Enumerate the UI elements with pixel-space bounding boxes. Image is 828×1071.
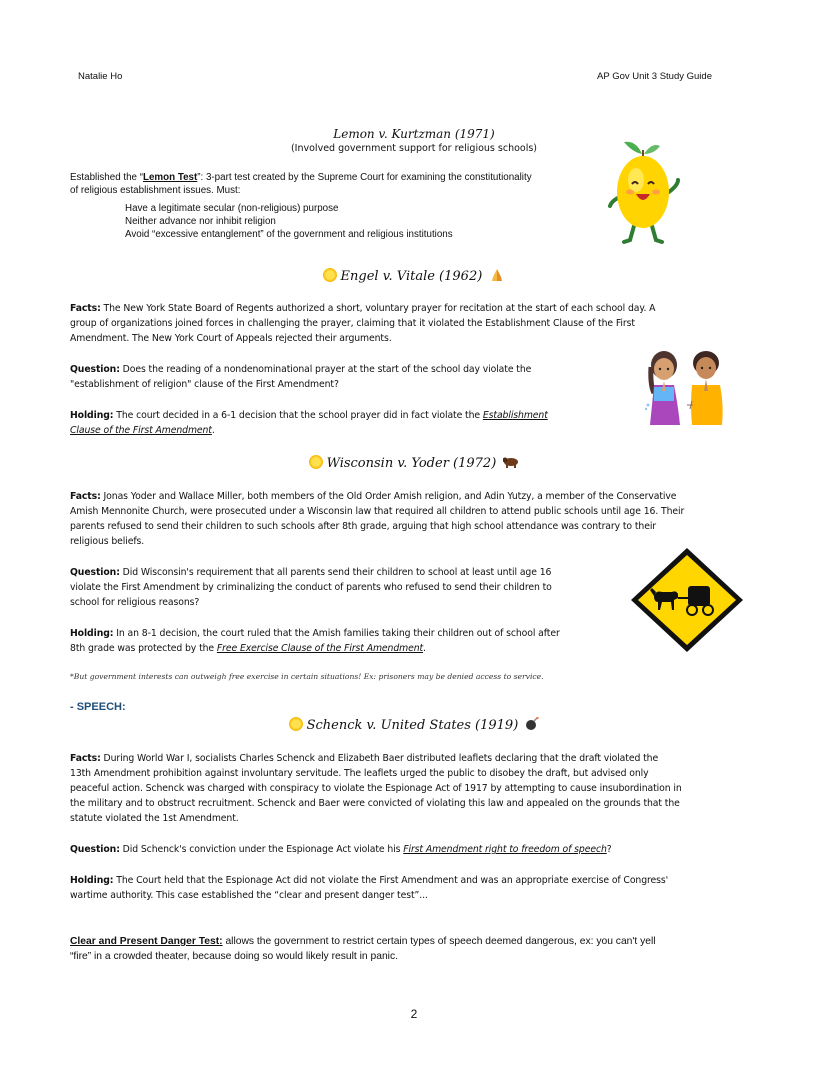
lemon-criterion-3: Avoid “excessive entanglement” of the government and religious institutions: [125, 229, 453, 240]
lemon-criterion-2: Neither advance nor inhibit religion: [125, 216, 276, 227]
schenck-question-label: Question:: [70, 844, 120, 855]
schenck-facts-line2: 13th Amendment prohibition against involuntary servitude. The leaflets urged the public to disobey the draft, but advised only: [70, 768, 649, 779]
lemon-mascot-icon: [602, 136, 686, 250]
yoder-holding-label: Holding:: [70, 628, 114, 639]
amish-buggy-sign-icon: [628, 546, 746, 654]
yoder-facts-line2: Amish Mennonite Church, were prosecuted under a Wisconsin law that required all children to attend public schools until age 16. Their: [70, 506, 685, 517]
free-speech-link[interactable]: First Amendment right to freedom of speech: [403, 844, 607, 855]
yoder-holding-text-2: 8th grade was protected by the: [70, 643, 217, 654]
schenck-facts-text: During World War I, socialists Charles Schenck and Elizabeth Baer distributed leaflets declaring that the draft violated the: [100, 753, 659, 764]
lemon-criterion-1: Have a legitimate secular (non-religious) purpose: [125, 203, 339, 214]
clear-test-line2: “fire” in a crowded theater, because doing so would likely result in panic.: [70, 951, 398, 962]
schenck-facts-line3: peaceful action. Schenck was charged with conspiracy to violate the Espionage Act of 1917 by attempting to cause insubordination in: [70, 783, 682, 794]
lemon-subtitle: (Involved government support for religious schools): [290, 143, 538, 154]
schenck-question-mark: ?: [606, 844, 612, 855]
sun-icon: [323, 268, 337, 282]
schenck-case-title: [0, 717, 828, 733]
engel-case-title: [0, 268, 828, 284]
schenck-holding-text: The Court held that the Espionage Act did not violate the First Amendment and was an appropriate exercise of Congress': [113, 875, 669, 886]
lemon-test-link[interactable]: Lemon Test: [142, 172, 198, 183]
yoder-question-line2: violate the First Amendment by criminalizing the conduct of parents who refused to send their children to: [70, 582, 552, 593]
schenck-holding-line1: [70, 873, 668, 888]
establishment-clause-link-cont[interactable]: Clause of the First Amendment: [70, 425, 212, 436]
page-number: 2: [410, 1007, 418, 1021]
praying-hands-icon: [489, 268, 505, 282]
schenck-facts-line5: statute violated the 1st Amendment.: [70, 813, 239, 824]
speech-section-heading: - SPEECH:: [70, 701, 126, 713]
engel-holding-line1: [70, 408, 548, 423]
praying-children-icon: [640, 345, 732, 427]
yoder-facts-line1: [70, 489, 676, 504]
lemon-intro-post: ”: 3-part test created by the Supreme Court for examining the constitutionality: [197, 172, 532, 183]
engel-facts-line3: Amendment. The New York Court of Appeals rejected their arguments.: [70, 333, 392, 344]
schenck-holding-label: Holding:: [70, 875, 114, 886]
free-exercise-clause-link[interactable]: Free Exercise Clause of the First Amendment: [216, 643, 424, 654]
bomb-icon: [525, 717, 539, 731]
clear-test-line1: [70, 934, 656, 949]
yoder-facts-label: Facts:: [70, 491, 101, 502]
yoder-holding-line2: [70, 641, 426, 656]
yoder-question-line1: [70, 565, 551, 580]
schenck-question: [70, 842, 612, 857]
engel-facts-line2: group of organizations joined forces in challenging the prayer, claiming that it violated the Establishment Clause of the First: [70, 318, 635, 329]
establishment-clause-link[interactable]: Establishment: [482, 410, 548, 421]
yoder-question-label: Question:: [70, 567, 120, 578]
yoder-facts-text: Jonas Yoder and Wallace Miller, both members of the Old Order Amish religion, and Adin Yutzy, a member of the Conservative: [100, 491, 677, 502]
clear-test-text: allows the government to restrict certain types of speech deemed dangerous, ex: you can't yell: [222, 936, 656, 947]
yoder-title-text: Wisconsin v. Yoder (1972): [326, 456, 497, 471]
engel-question-line1: [70, 362, 531, 377]
yoder-question-line3: school for religious reasons?: [70, 597, 200, 608]
schenck-facts-label: Facts:: [70, 753, 101, 764]
lemon-case-title: Lemon v. Kurtzman (1971): [333, 127, 495, 141]
engel-holding-line2: [70, 423, 215, 438]
lemon-intro-line2: of religious establishment issues. Must:: [70, 185, 241, 196]
engel-facts-line1: [70, 301, 655, 316]
lemon-intro-pre: Established the “: [70, 172, 143, 183]
clear-test-label: Clear and Present Danger Test:: [70, 936, 223, 947]
yoder-holding-line1: [70, 626, 560, 641]
engel-question-label: Question:: [70, 364, 120, 375]
yoder-holding-period: .: [423, 643, 426, 654]
engel-question-line2: "establishment of religion" clause of the First Amendment?: [70, 379, 339, 390]
schenck-title-text: Schenck v. United States (1919): [306, 718, 519, 733]
sun-icon: [289, 717, 303, 731]
engel-holding-period: .: [211, 425, 215, 436]
sun-icon: [309, 455, 323, 469]
yoder-facts-line3: parents refused to send their children to such schools after 8th grade, arguing that high school attendance was contrary to their: [70, 521, 657, 532]
yoder-holding-text: In an 8-1 decision, the court ruled that the Amish families taking their children out of school after: [113, 628, 560, 639]
engel-holding-label: Holding:: [70, 410, 114, 421]
document-title: AP Gov Unit 3 Study Guide: [597, 71, 712, 82]
engel-facts-text: The New York State Board of Regents authorized a short, voluntary prayer for recitation at the start of each school day. A: [100, 303, 656, 314]
yoder-footnote: *But government interests can outweigh free exercise in certain situations! Ex: prisoners may be denied access to service.: [70, 672, 544, 681]
yoder-facts-line4: religious beliefs.: [70, 536, 145, 547]
yoder-question-text: Did Wisconsin's requirement that all parents send their children to school at least until age 16: [119, 567, 552, 578]
schenck-holding-line2: wartime authority. This case established the “clear and present danger test”...: [70, 890, 428, 901]
schenck-facts-line4: the military and to obstruct recruitment. Schenck and Baer were convicted of violating this law and appealed on the grounds that the: [70, 798, 680, 809]
engel-facts-label: Facts:: [70, 303, 101, 314]
schenck-question-text: Did Schenck's conviction under the Espionage Act violate his: [119, 844, 404, 855]
engel-title-text: Engel v. Vitale (1962): [340, 269, 483, 284]
schenck-facts-line1: [70, 751, 658, 766]
yoder-case-title: [0, 455, 828, 471]
engel-question-text: Does the reading of a nondenominational prayer at the start of the school day violate the: [119, 364, 532, 375]
lemon-intro: [70, 171, 532, 184]
engel-holding-text: The court decided in a 6-1 decision that the school prayer did in fact violate the: [113, 410, 483, 421]
author-name: Natalie Ho: [78, 71, 123, 82]
bison-icon: [503, 456, 519, 468]
